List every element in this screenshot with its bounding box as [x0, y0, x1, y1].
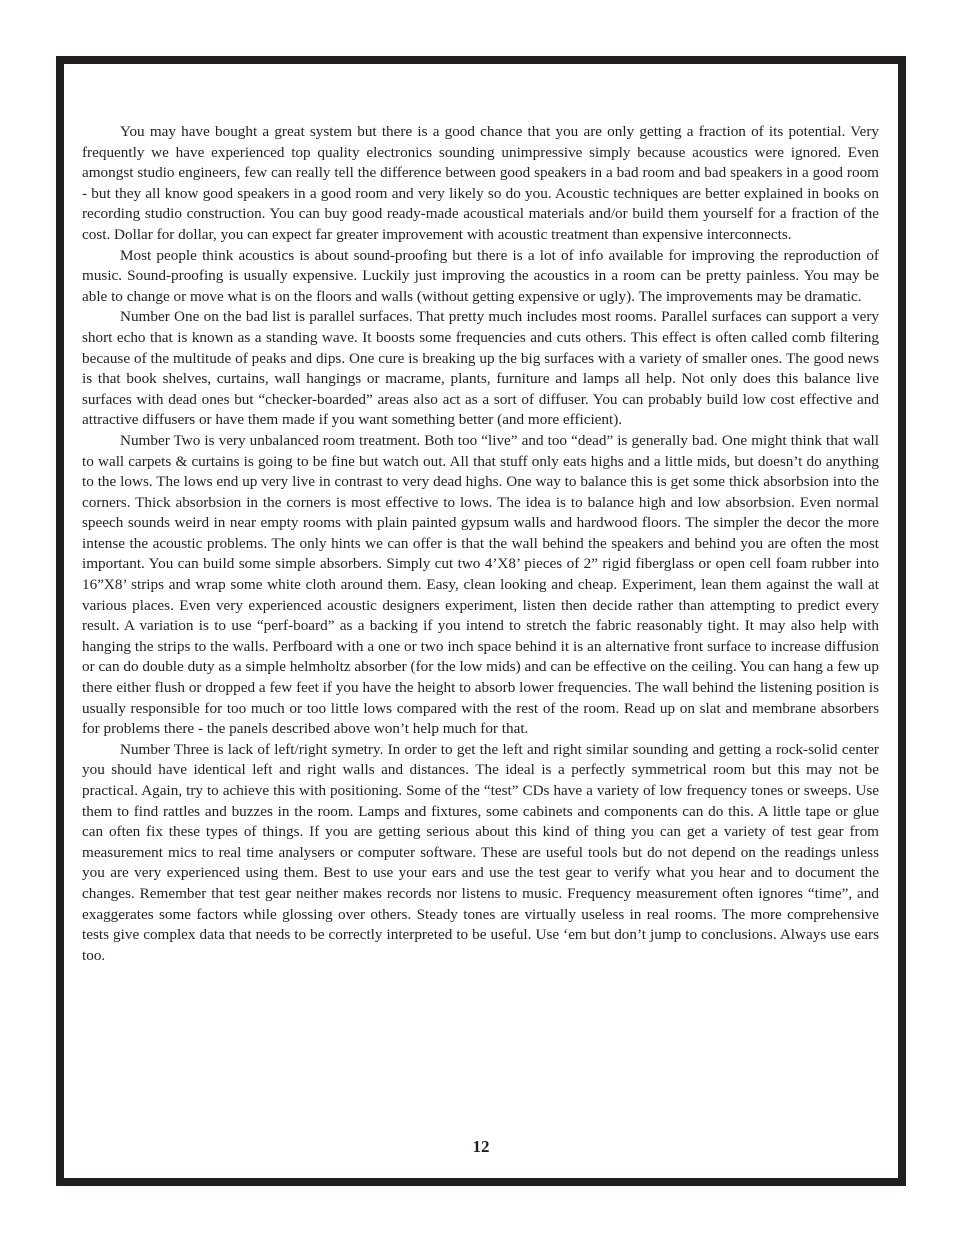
paragraph-number-one: Number One on the bad list is parallel surfaces. That pretty much includes most rooms. Parallel surfaces can support a very short echo that is known as a standing wave. It boosts some frequencies and cuts others. This effect is often called comb filtering because of the multitude of peaks and dips. One cure is breaking up the big surfaces with a variety of smaller ones. The good news is that book shelves, curtains, wall hangings or macrame, plants, furniture and lamps all help. Not only does this balance live surfaces with dead ones but “checker-boarded” areas also act as a sort of diffuser. You can probably build low cost effective and attractive diffusers or have them made if you want something better (and more efficient). — [82, 308, 879, 429]
paragraph-intro: You may have bought a great system but there is a good chance that you are only getting a fraction of its potential. Very frequently we have experienced top quality electronics sounding unimpressive simply because acoustics were ignored. Even amongst studio engineers, few can really tell the difference between good speakers in a bad room and bad speakers in a good room - but they all know good speakers in a good room and very likely so do you. Acoustic techniques are better explained in books on recording studio construction. You can buy good ready-made acoustical materials and/or build them yourself for a fraction of the cost. Dollar for dollar, you can expect far greater improvement with acoustic treatment than expensive interconnects. — [82, 123, 879, 243]
paragraph-number-three: Number Three is lack of left/right symetry. In order to get the left and right similar sounding and getting a rock-solid center you should have identical left and right walls and distances. The ideal is a perfectly symmetrical room but this may not be practical. Again, try to achieve this with positioning. Some of the “test” CDs have a variety of low frequency tones or sweeps. Use them to find rattles and buzzes in the room. Lamps and fixtures, some cabinets and components can do this. A little tape or glue can often fix these types of things. If you are getting serious about this kind of thing you can get a variety of test gear from measurement mics to real time analysers or computer software. These are useful tools but do not depend on the readings unless you are very experienced using them. Best to use your ears and use the test gear to verify what you hear and to document the changes. Remember that test gear neither makes records nor listens to music. Frequency measurement often ignores “time”, and exaggerates some factors while glossing over others. Steady tones are virtually useless in real rooms. The more comprehensive tests give complex data that needs to be correctly interpreted to be useful. Use ‘em but don’t jump to conclusions. Always use ears too. — [82, 740, 879, 964]
page-number: 12 — [472, 1137, 490, 1156]
body-text — [82, 122, 879, 966]
paragraph-sound-proofing: Most people think acoustics is about sound-proofing but there is a lot of info available for improving the reproduction of music. Sound-proofing is usually expensive. Luckily just improving the acoustics in a room can be pretty painless. You may be able to change or move what is on the floors and walls (without getting expensive or ugly). The improvements may be dramatic. — [82, 246, 879, 305]
paragraph-number-two: Number Two is very unbalanced room treatment. Both too “live” and too “dead” is generally bad. One might think that wall to wall carpets & curtains is going to be fine but watch out. All that stuff only eats highs and a little mids, but doesn’t do anything to the lows. The lows end up very live in contrast to very dead highs. One way to balance this is get some thick absorbsion into the corners. Thick absorbsion in the corners is most effective to lows. The idea is to balance high and low absorbsion. Even normal speech sounds weird in near empty rooms with plain painted gypsum walls and hardwood floors. The simpler the decor the more intense the acoustic problems. The only hints we can offer is that the wall behind the speakers and behind you are often the most important. You can build some simple absorbers. Simply cut two 4’X8’ pieces of 2” rigid fiberglass or open cell foam rubber into 16”X8’ strips and wrap some white cloth around them. Easy, clean looking and cheap. Experiment, lean them against the wall at various places. Even very experienced acoustic designers experiment, listen then decide rather than attempting to predict every result. A variation is to use “perf-board” as a backing if you intend to stretch the fabric reasonably tight. It may also help with hanging the strips to the walls. Perfboard with a one or two inch space behind it is an alternative front surface to increase diffusion or can do double duty as a simple helmholtz absorber (for the low mids) and can be effective on the ceiling. You can hang a few up there either flush or dropped a few feet if you have the height to absorb lower frequencies. The wall behind the listening position is usually responsible for too much or too little lows compared with the rest of the room. Read up on slat and membrane absorbers for problems there - the panels described above won’t help much for that. — [82, 431, 879, 738]
